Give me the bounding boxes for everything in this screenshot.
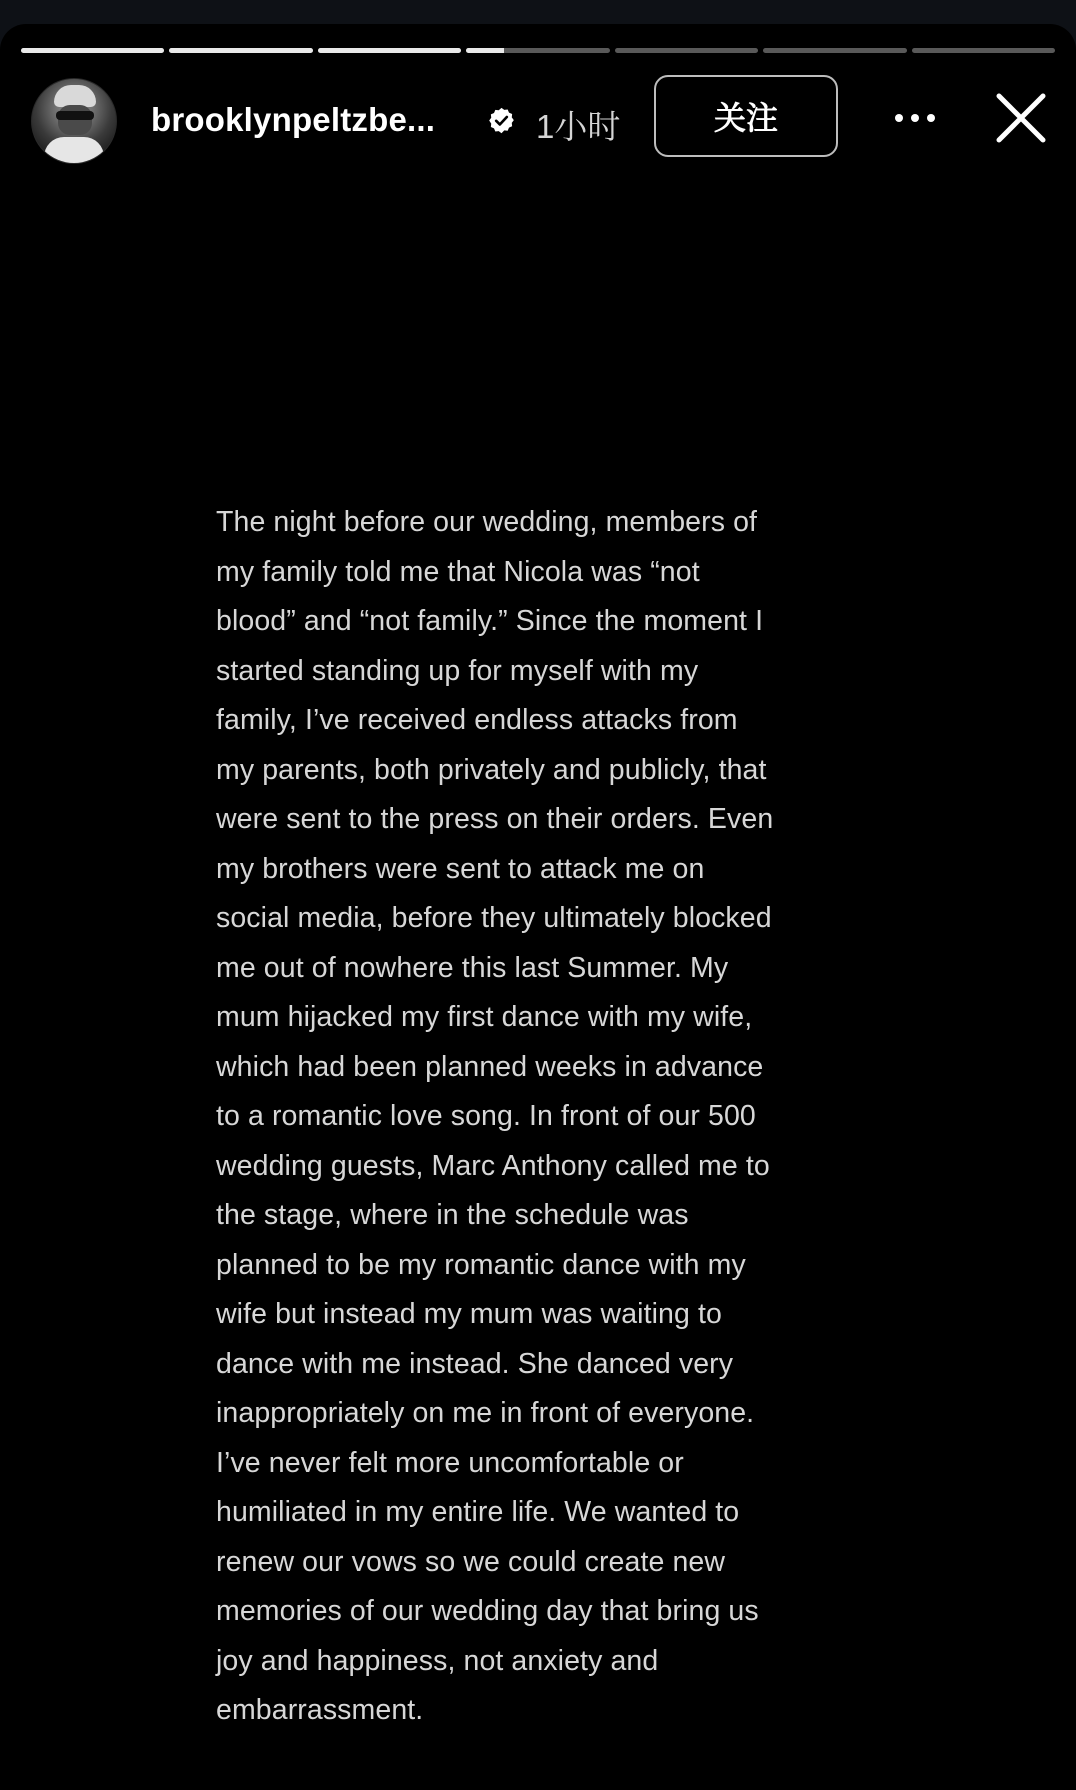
text-line: to a romantic love song. In front of our 500 [216, 1100, 756, 1132]
progress-segment [466, 48, 609, 53]
story-header [0, 74, 1076, 164]
ellipsis-icon[interactable] [890, 98, 940, 138]
text-line: wedding guests, Marc Anthony called me to [216, 1149, 770, 1182]
avatar-hat-shape [54, 85, 96, 107]
follow-button[interactable]: 关注 [654, 75, 838, 157]
progress-segment-fill [318, 48, 461, 53]
text-line: I’ve never felt more uncomfortable or [216, 1446, 684, 1479]
progress-segment [169, 48, 312, 53]
text-line: dance with me instead. She danced very [216, 1347, 734, 1380]
progress-segment [318, 48, 461, 53]
text-line: social media, before they ultimately blocked [216, 902, 772, 934]
text-line: humiliated in my entire life. We wanted to [216, 1496, 740, 1528]
text-line: my parents, both privately and publicly, that [216, 753, 767, 786]
text-line: blood” and “not family.” Since the moment I [216, 605, 764, 637]
text-line: The night before our wedding, members of [216, 506, 758, 538]
text-line: planned to be my romantic dance with my [216, 1248, 746, 1281]
post-time: 1小时 [536, 108, 621, 145]
text-line: my brothers were sent to attack me on [216, 852, 705, 885]
text-line: wife but instead my mum was waiting to [216, 1298, 722, 1330]
story-viewer[interactable] [0, 24, 1076, 1790]
text-line: family, I’ve received endless attacks from [216, 704, 738, 736]
avatar-face-shape [58, 105, 92, 135]
text-line: the stage, where in the schedule was [216, 1199, 689, 1231]
text-line: embarrassment. [216, 1694, 424, 1726]
avatar-shirt-shape [44, 137, 104, 164]
text-line: my family told me that Nicola was “not [216, 555, 700, 588]
progress-segment [615, 48, 758, 53]
profile-avatar[interactable] [31, 78, 117, 164]
text-line: started standing up for myself with my [216, 654, 699, 687]
text-line: joy and happiness, not anxiety and [216, 1644, 659, 1677]
progress-segment [763, 48, 906, 53]
progress-segment [912, 48, 1055, 53]
text-line: which had been planned weeks in advance [216, 1050, 764, 1083]
progress-segment-fill [21, 48, 164, 53]
text-line: renew our vows so we could create new [216, 1545, 726, 1578]
progress-segment-fill [466, 48, 503, 53]
text-line: were sent to the press on their orders. Even [216, 803, 774, 835]
progress-segment-fill [169, 48, 312, 53]
text-line: me out of nowhere this last Summer. My [216, 951, 729, 984]
text-line: inappropriately on me in front of everyone. [216, 1397, 755, 1429]
verified-badge-icon [487, 106, 516, 135]
username[interactable]: brooklynpeltzbe... [151, 101, 436, 138]
text-line: memories of our wedding day that bring us [216, 1595, 759, 1627]
close-x-icon[interactable] [993, 90, 1049, 146]
story-progress-bar [21, 48, 1055, 53]
story-text-body [216, 498, 876, 1736]
progress-segment [21, 48, 164, 53]
text-line: mum hijacked my first dance with my wife, [216, 1001, 753, 1033]
avatar-glasses-shape [56, 111, 94, 120]
